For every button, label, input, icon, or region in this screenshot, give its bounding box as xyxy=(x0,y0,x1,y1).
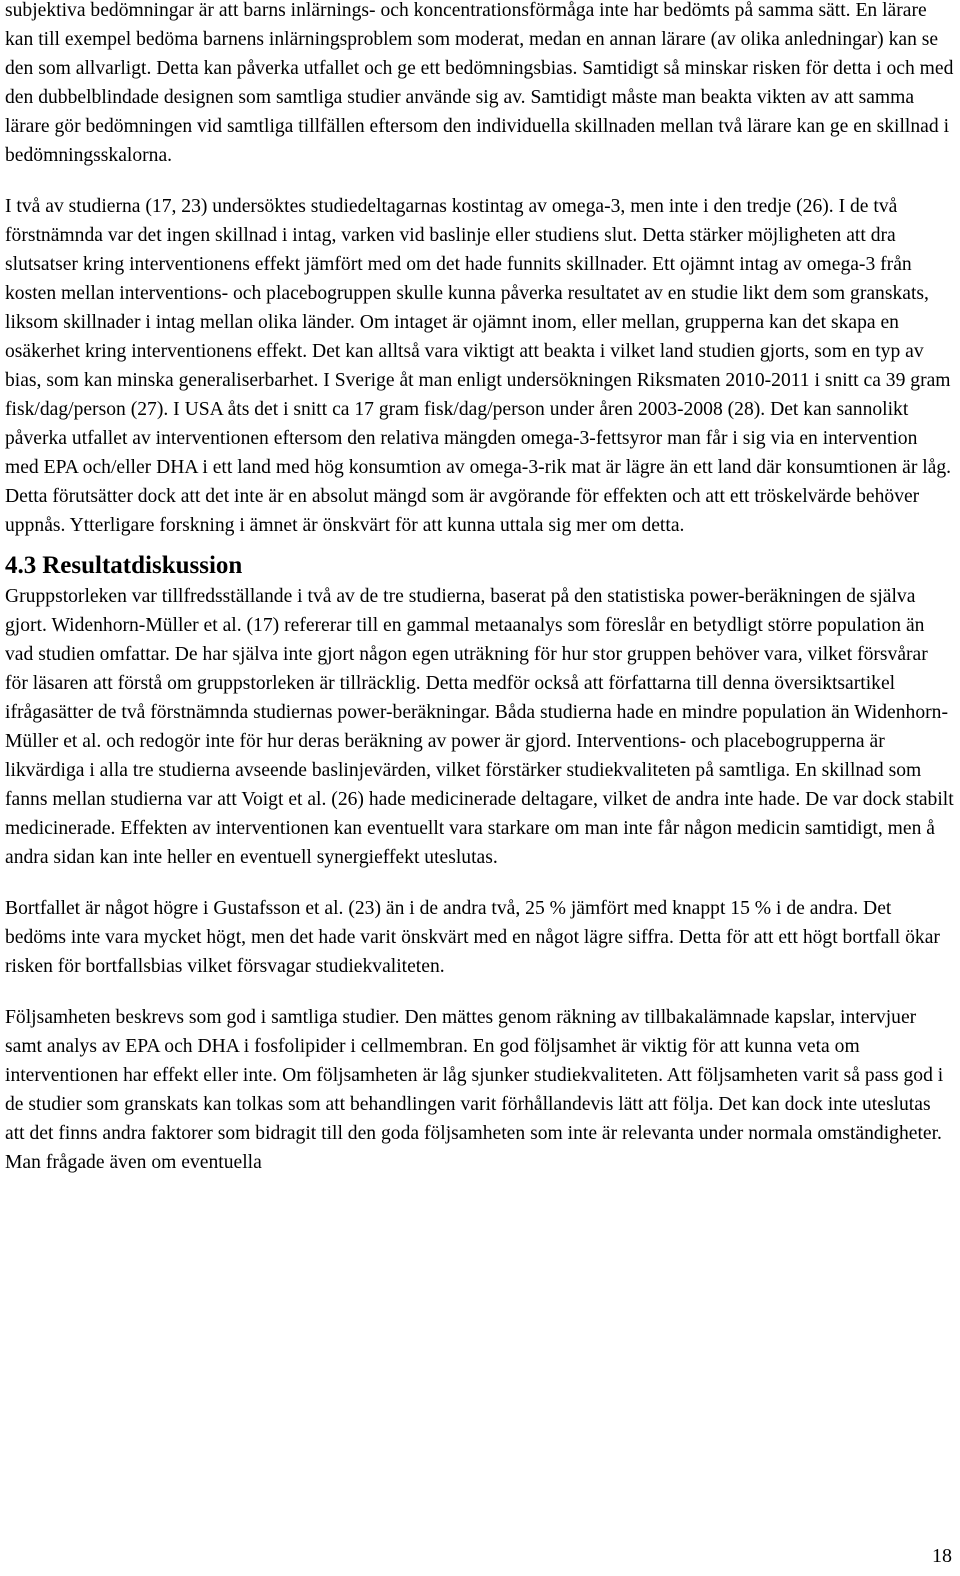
section-heading xyxy=(5,550,955,582)
paragraph-omega3-intake: I två av studierna (17, 23) undersöktes studiedeltagarnas kostintag av omega-3, men inte i den tredje (26). I de två förstnämnda var det ingen skillnad i intag, varken vid baslinje eller studiens slut. Detta stärker möjligheten att dra slutsatser kring interventionens effekt jämfört med om det hade funnits skillnader. Ett ojämnt intag av omega-3 från kosten mellan interventions- och placebogruppen skulle kunna påverka resultatet av en studie likt dem som granskats, liksom skillnader i intag mellan olika länder. Om intaget är ojämnt inom, eller mellan, grupperna kan det skapa en osäkerhet kring interventionens effekt. Det kan alltså vara viktigt att beakta i vilket land studien gjorts, som en typ av bias, som kan minska generaliserbarhet. I Sverige åt man enligt undersökningen Riksmaten 2010-2011 i snitt ca 39 gram fisk/dag/person (27). I USA åts det i snitt ca 17 gram fisk/dag/person under åren 2003-2008 (28). Det kan sannolikt påverka utfallet av interventionen eftersom den relativa mängden omega-3-fettsyror man får i sig via en intervention med EPA och/eller DHA i ett land med hög konsumtion av omega-3-rik mat är lägre än ett land där konsumtionen är låg. Detta förutsätter dock att det inte är en absolut mängd som är avgörande för effekten och att ett tröskelvärde behöver uppnås. Ytterligare forskning i ämnet är önskvärt för att kunna uttala sig mer om detta. xyxy=(5,196,952,536)
section-title: Resultatdiskussion xyxy=(42,552,243,579)
paragraph-dropout: Bortfallet är något högre i Gustafsson et al. (23) än i de andra två, 25 % jämfört med knappt 15 % i de andra. Det bedöms inte vara mycket högt, men det hade varit önskvärt med en något lägre siffra. Detta för att ett högt bortfall ökar risken för bortfallsbias vilket försvagar studiekvaliteten. xyxy=(5,898,940,977)
page-number: 18 xyxy=(932,1545,952,1567)
section-number: 4.3 xyxy=(5,552,37,579)
paragraph-compliance: Följsamheten beskrevs som god i samtliga studier. Den mättes genom räkning av tillbakalämnade kapslar, intervjuer samt analys av EPA och DHA i fosfolipider i cellmembran. En god följsamhet är viktig för att kunna veta om interventionen har effekt eller inte. Om följsamheten är låg sjunker studiekvaliteten. Att följsamheten varit så pass god i de studier som granskats kan tolkas som att behandlingen varit förhållandevis lätt att följa. Det kan dock inte uteslutas att det finns andra faktorer som bidragit till den goda följsamheten som inte är relevanta under normala omständigheter. Man frågade även om eventuella xyxy=(5,1007,944,1173)
paragraph-assessment-bias: subjektiva bedömningar är att barns inlärnings- och koncentrationsförmåga inte har bedömts på samma sätt. En lärare kan till exempel bedöma barnens inlärningsproblem som moderat, medan en annan lärare (av olika anledningar) kan se den som allvarligt. Detta kan påverka utfallet och ge ett bedömningsbias. Samtidigt så minskar risken för detta i och med den dubbelblindade designen som samtliga studier använde sig av. Samtidigt måste man beakta vikten av att samma lärare gör bedömningen vid samtliga tillfällen eftersom den individuella skillnaden mellan två lärare kan ge en skillnad i bedömningsskalorna. xyxy=(5,0,954,166)
paragraph-group-size: Gruppstorleken var tillfredsställande i två av de tre studierna, baserat på den statistiska power-beräkningen de själva gjort. Widenhorn-Müller et al. (17) refererar till en gammal metaanalys som föreslår en betydligt större population än vad studien omfattar. De har själva inte gjort någon egen uträkning för hur stor gruppen behöver vara, vilket försvårar för läsaren att förstå om gruppstorleken är tillräcklig. Detta medför också att författarna till denna översiktsartikel ifrågasätter de två förstnämnda studiernas power-beräkningar. Båda studierna hade en mindre population än Widenhorn-Müller et al. och redogör inte för hur deras beräkning av power är gjord. Interventions- och placebogrupperna är likvärdiga i alla tre studierna avseende baslinjevärden, vilket förstärker studiekvaliteten på samtliga. En skillnad som fanns mellan studierna var att Voigt et al. (26) hade medicinerade deltagare, vilket de andra inte hade. De var dock stabilt medicinerade. Effekten av interventionen kan eventuellt vara starkare om man inte får någon medicin samtidigt, men å andra sidan kan inte heller en eventuell synergieffekt uteslutas. xyxy=(5,586,954,868)
